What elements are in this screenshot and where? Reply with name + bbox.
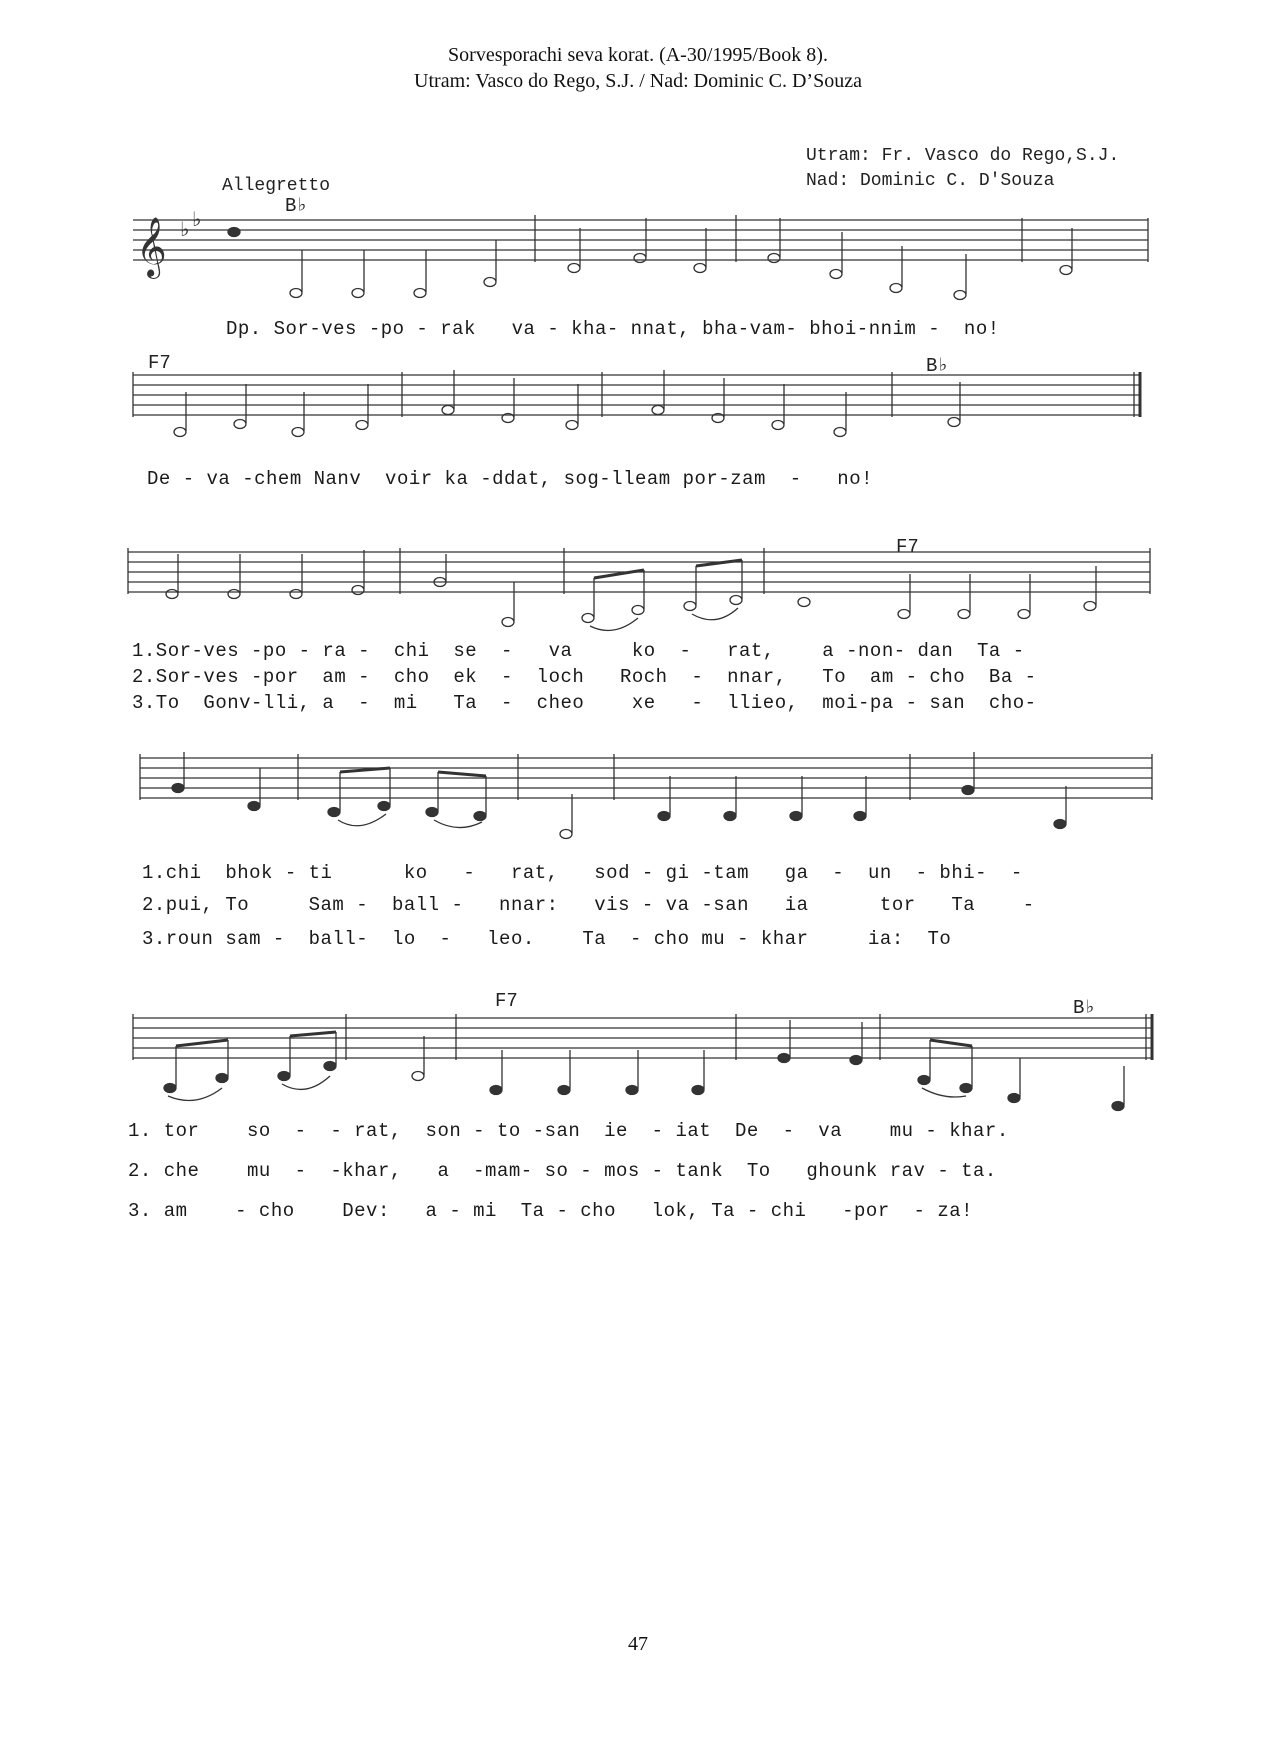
lyric-line: Dp. Sor-ves -po - rak va - kha- nnat, bha-vam- bhoi-nnim - no! — [226, 318, 1000, 340]
staff-5 — [133, 1014, 1152, 1060]
lyric-line: De - va -chem Nanv voir ka -ddat, sog-lleam por-zam - no! — [147, 468, 874, 490]
chord-symbol: F7 — [896, 536, 919, 558]
svg-text:𝄞: 𝄞 — [136, 217, 167, 277]
svg-text:♭: ♭ — [180, 217, 190, 241]
lyricist-credit: Utram: Fr. Vasco do Rego,S.J. — [806, 146, 1120, 166]
lyric-line: 1.chi bhok - ti ko - rat, sod - gi -tam ga - un - bhi- - — [142, 862, 1023, 884]
lyric-line: 3.To Gonv-lli, a - mi Ta - cheo xe - llieo, moi-pa - san cho- — [132, 692, 1037, 714]
lyric-line: 2.Sor-ves -por am - cho ek - loch Roch - nnar, To am - cho Ba - — [132, 666, 1037, 688]
chord-symbol: B♭ — [926, 355, 949, 377]
staff-5-notes — [164, 1020, 1124, 1111]
lyric-line: 2. che mu - -khar, a -mam- so - mos - tank To ghounk rav - ta. — [128, 1160, 997, 1182]
lyric-line: 1.Sor-ves -po - ra - chi se - va ko - rat, a -non- dan Ta - — [132, 640, 1025, 662]
staff-2 — [133, 372, 1140, 417]
page-number: 47 — [628, 1633, 648, 1655]
staff-4 — [140, 754, 1152, 800]
page-header-title: Sorvesporachi seva korat. (A-30/1995/Book 8). — [448, 44, 828, 66]
lyric-line: 3. am - cho Dev: a - mi Ta - cho lok, Ta - chi -por - za! — [128, 1200, 974, 1222]
lyric-line: 1. tor so - - rat, son - to -san ie - iat De - va mu - khar. — [128, 1120, 1009, 1142]
chord-symbol: B♭ — [285, 195, 308, 217]
composer-credit: Nad: Dominic C. D'Souza — [806, 171, 1055, 191]
page-header-credits: Utram: Vasco do Rego, S.J. / Nad: Dominic C. D’Souza — [414, 70, 862, 92]
chord-symbol: F7 — [148, 352, 171, 374]
staff-1 — [133, 207, 1148, 279]
lyric-line: 3.roun sam - ball- lo - leo. Ta - cho mu - khar ia: To — [142, 928, 952, 950]
svg-text:♭: ♭ — [192, 207, 202, 231]
chord-symbol: F7 — [495, 990, 518, 1012]
lyric-line: 2.pui, To Sam - ball - nnar: vis - va -san ia tor Ta - — [142, 894, 1035, 916]
tempo-marking: Allegretto — [222, 176, 331, 196]
staff-4-notes — [172, 752, 1066, 839]
chord-symbol: B♭ — [1073, 997, 1096, 1019]
staff-2-notes — [174, 370, 960, 437]
